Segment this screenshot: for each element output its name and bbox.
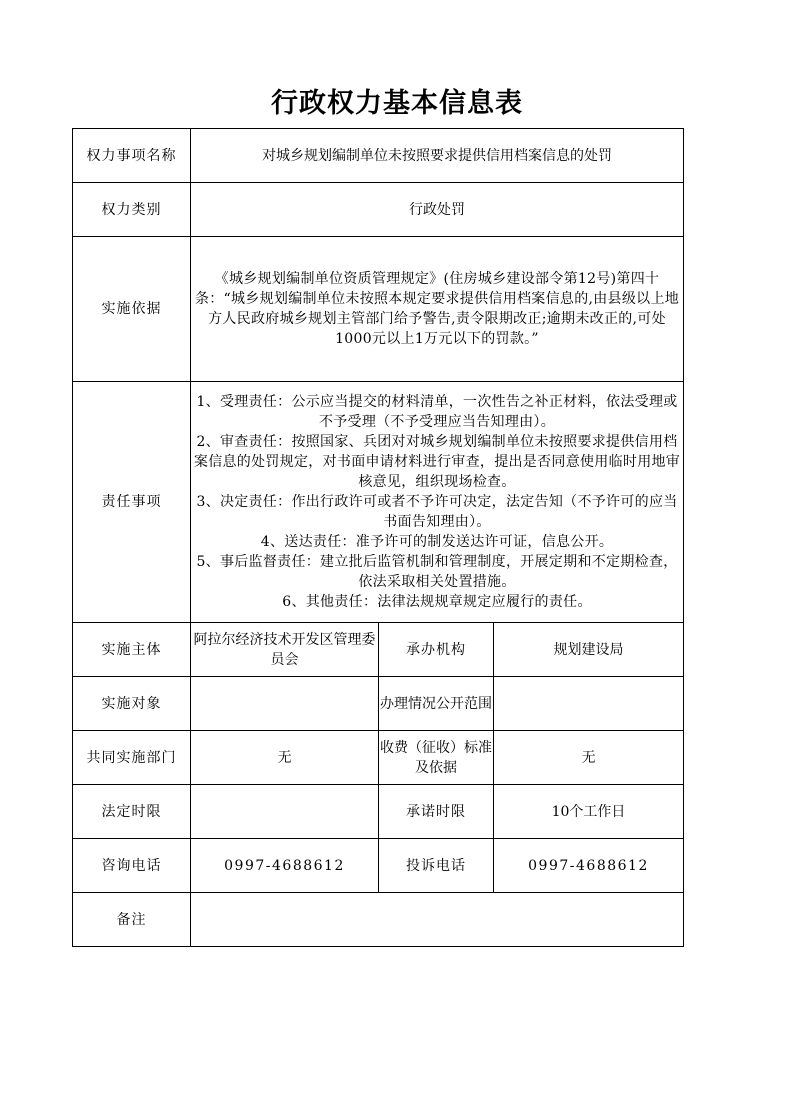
row-label-basis: 实施依据 (73, 237, 191, 382)
implementing-subject: 阿拉尔经济技术开发区管理委员会 (191, 623, 379, 677)
info-table (72, 128, 684, 947)
row-label-category: 权力类别 (73, 183, 191, 237)
duty-item: 2、审查责任：按照国家、兵团对对城乡规划编制单位未按照要求提供信用档案信息的处罚规定，对书面申请材料进行审查，提出是否同意使用临时用地审核意见，组织现场检查。 (193, 434, 681, 490)
table-row (73, 839, 684, 893)
duty-item: 1、受理责任：公示应当提交的材料清单，一次性告之补正材料，依法受理或不予受理（不予受理应当告知理由）。 (196, 394, 678, 430)
implementation-basis: 《城乡规划编制单位资质管理规定》(住房城乡建设部令第12号)第四十条：“城乡规划编制单位未按照本规定要求提供信用档案信息的,由县级以上地方人民政府城乡规划主管部门给予警告,责令限期改正;逾期未改正的,可处1000元以上1万元以下的罚款。” (191, 237, 684, 382)
table-row (73, 677, 684, 731)
page-title: 行政权力基本信息表 (271, 88, 523, 119)
implementation-target (191, 677, 379, 731)
disclosure-scope (494, 677, 684, 731)
row-label-duties: 责任事项 (73, 382, 191, 623)
legal-time-limit (191, 785, 379, 839)
remark-value (191, 893, 684, 947)
power-item-name: 对城乡规划编制单位未按照要求提供信用档案信息的处罚 (191, 129, 684, 183)
row-label-agency: 承办机构 (379, 623, 494, 677)
complaint-phone: 0997-4688612 (494, 839, 684, 893)
row-label-name: 权力事项名称 (73, 129, 191, 183)
table-row (73, 237, 684, 382)
fee-standard: 无 (494, 731, 684, 785)
row-label-subject: 实施主体 (73, 623, 191, 677)
joint-departments: 无 (191, 731, 379, 785)
row-label-complaint-phone: 投诉电话 (379, 839, 494, 893)
table-row (73, 731, 684, 785)
row-label-remark: 备注 (73, 893, 191, 947)
table-row (73, 785, 684, 839)
duty-item: 4、送达责任：准予许可的制发送达许可证，信息公开。 (260, 534, 614, 550)
promised-time-limit: 10个工作日 (494, 785, 684, 839)
table-row (73, 893, 684, 947)
duties-list (191, 382, 684, 623)
row-label-legal-time: 法定时限 (73, 785, 191, 839)
duty-item: 3、决定责任：作出行政许可或者不予许可决定，法定告知（不予许可的应当书面告知理由）。 (196, 494, 678, 530)
row-label-fees: 收费（征收）标准及依据 (379, 731, 494, 785)
row-label-target: 实施对象 (73, 677, 191, 731)
row-label-joint: 共同实施部门 (73, 731, 191, 785)
duty-item: 6、其他责任：法律法规规章规定应履行的责任。 (282, 594, 592, 610)
power-category: 行政处罚 (191, 183, 684, 237)
duty-item: 5、事后监督责任：建立批后监管机制和管理制度，开展定期和不定期检查，依法采取相关处置措施。 (196, 554, 678, 590)
table-row (73, 382, 684, 623)
consult-phone: 0997-4688612 (191, 839, 379, 893)
table-row (73, 183, 684, 237)
row-label-consult-phone: 咨询电话 (73, 839, 191, 893)
table-row (73, 623, 684, 677)
row-label-promised-time: 承诺时限 (379, 785, 494, 839)
table-row (73, 129, 684, 183)
handling-agency: 规划建设局 (494, 623, 684, 677)
row-label-disclosure: 办理情况公开范围 (379, 677, 494, 731)
